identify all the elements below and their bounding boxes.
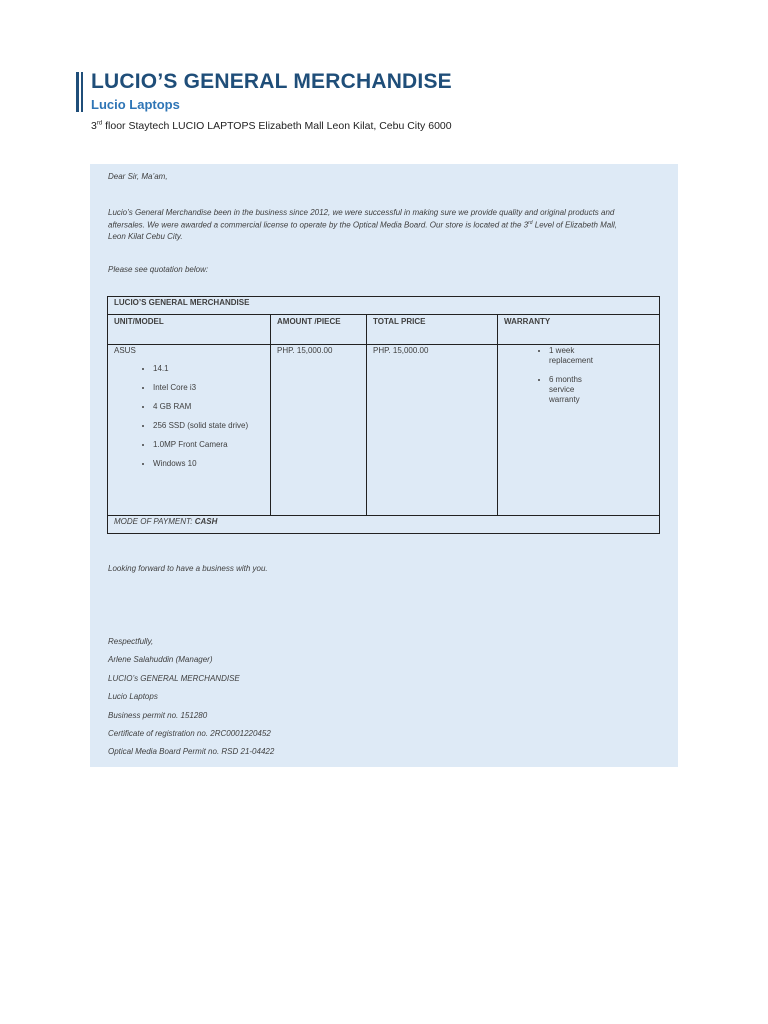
payment-value: CASH — [194, 517, 218, 526]
quotation-intro: Please see quotation below: — [108, 265, 209, 274]
accent-bar — [76, 72, 79, 112]
accent-bar — [81, 72, 83, 112]
quotation-table — [107, 296, 660, 534]
spec-item: • Intel Core i3 — [153, 383, 264, 393]
header-unit-model: UNIT/MODEL — [108, 315, 271, 345]
signature-line: Lucio Laptops — [108, 692, 158, 701]
warranty-item: • 1 week replacement — [549, 346, 653, 366]
signature-line: Business permit no. 151280 — [108, 711, 208, 720]
spec-item: • 4 GB RAM — [153, 402, 264, 412]
signature-line: Optical Media Board Permit no. RSD 21-04422 — [108, 747, 275, 756]
salutation: Dear Sir, Ma’am, — [108, 172, 168, 181]
signature-line: Respectfully, — [108, 637, 154, 646]
signature-line: LUCIO’s GENERAL MERCHANDISE — [108, 674, 240, 683]
spec-item: • 256 SSD (solid state drive) — [153, 421, 264, 431]
payment-label: MODE OF PAYMENT: — [114, 517, 195, 526]
signature-line: Arlene Salahuddin (Manager) — [108, 655, 213, 664]
warranty-cell — [498, 345, 660, 516]
address-floor-suffix: rd — [96, 120, 103, 127]
intro-sup: rd — [528, 220, 533, 226]
address-floor: 3 — [91, 120, 97, 132]
signature-line: Certificate of registration no. 2RC0001220452 — [108, 729, 271, 738]
intro-text: Lucio’s General Merchandise been in the business since 2012, we were successful in making sure we provide quality and original products and aftersales. We were awarded a commercial license to operate by the Optical Media Board. Our store is located at the 3 — [108, 208, 615, 230]
intro-text-end: Level of Elizabeth Mall, Leon Kilat Cebu City. — [108, 220, 618, 241]
heading-accent-bars — [76, 72, 84, 112]
table-payment-row — [108, 516, 660, 534]
warranty-list — [504, 346, 653, 405]
header-total-price: TOTAL PRICE — [367, 315, 498, 345]
header-warranty: WARRANTY — [498, 315, 660, 345]
table-header-row — [108, 315, 660, 345]
total-price-cell: PHP. 15,000.00 — [367, 345, 498, 516]
unit-name: ASUS — [114, 346, 136, 355]
spec-item: • 14.1 — [153, 364, 264, 374]
address-rest: floor Staytech LUCIO LAPTOPS Elizabeth Mall Leon Kilat, Cebu City 6000 — [102, 120, 452, 132]
letter-body — [90, 164, 678, 767]
company-title: LUCIO’S GENERAL MERCHANDISE — [91, 70, 452, 93]
payment-mode — [108, 516, 660, 534]
store-address — [91, 120, 452, 132]
table-company-row — [108, 297, 660, 315]
table-company-name: LUCIO’S GENERAL MERCHANDISE — [108, 297, 660, 315]
unit-model-cell — [108, 345, 271, 516]
table-row — [108, 345, 660, 516]
closing-line: Looking forward to have a business with you. — [108, 564, 268, 573]
warranty-item: • 6 months service warranty — [549, 375, 653, 405]
spec-item: • Windows 10 — [153, 459, 264, 469]
spec-item: • 1.0MP Front Camera — [153, 440, 264, 450]
amount-cell: PHP. 15,000.00 — [271, 345, 367, 516]
spec-list — [114, 364, 264, 469]
header-amount-piece: AMOUNT /PIECE — [271, 315, 367, 345]
intro-paragraph — [108, 207, 633, 242]
store-subtitle: Lucio Laptops — [91, 97, 180, 112]
